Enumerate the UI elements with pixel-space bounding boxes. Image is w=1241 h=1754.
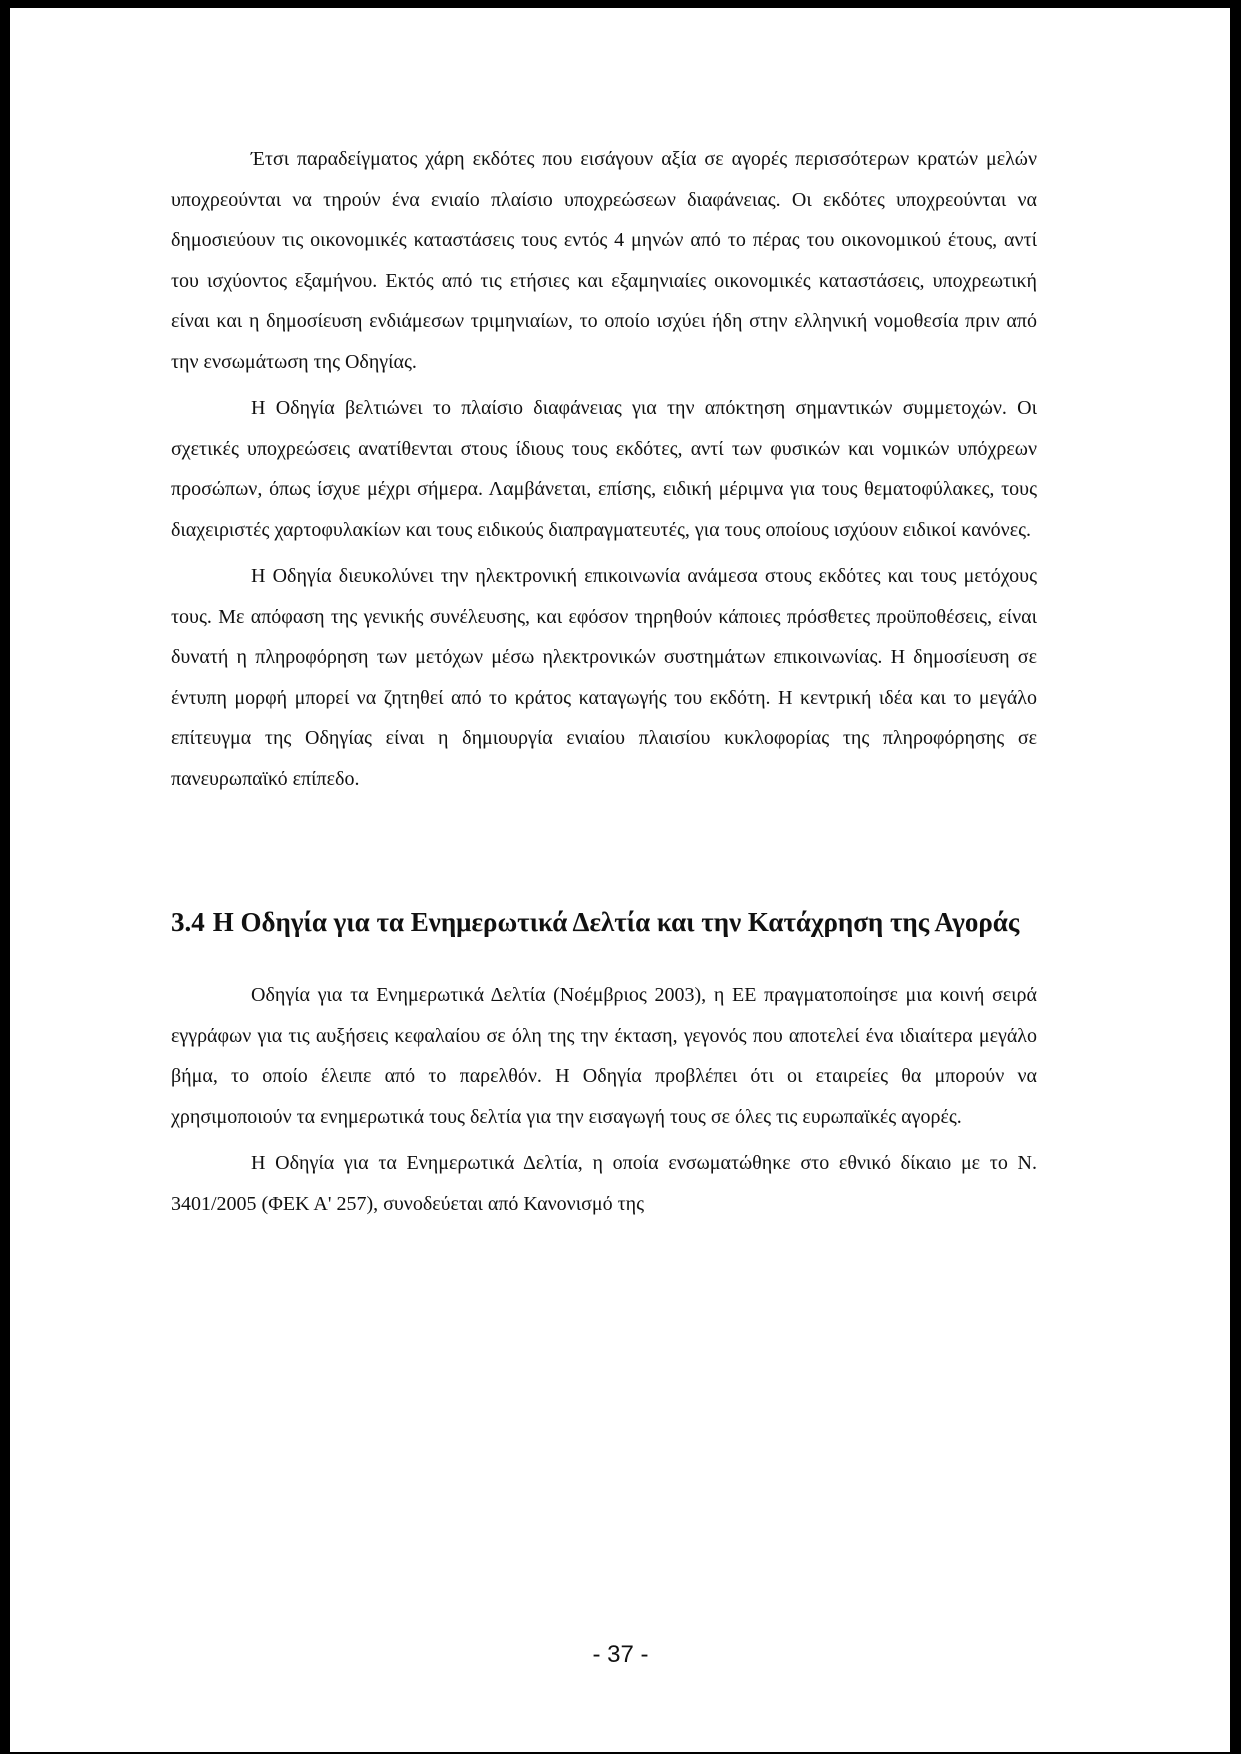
paragraph-transparency-obligations: Έτσι παραδείγματος χάρη εκδότες που εισάγουν αξία σε αγορές περισσότερων κρατών μελών υποχρεούνται να τηρούν ένα ενιαίο πλαίσιο υποχρεώσεων διαφάνειας. Οι εκδότες υποχρεούνται να δημοσιεύουν τις οικονομικές καταστάσεις τους εντός 4 μηνών από το πέρας του οικονομικού έτους, αντί του ισχύοντος εξαμήνου. Εκτός από τις ετήσιες και εξαμηνιαίες οικονομικές καταστάσεις, υποχρεωτική είναι και η δημοσίευση ενδιάμεσων τριμηνιαίων, το οποίο ισχύει ήδη στην ελληνική νομοθεσία πριν από την ενσωμάτωση της Οδηγίας.	[171, 148, 1037, 373]
page-number: - 37 -	[592, 1641, 649, 1668]
document-body	[171, 139, 1037, 1224]
section-number: 3.4	[171, 907, 205, 937]
paragraph-electronic-communication: Η Οδηγία διευκολύνει την ηλεκτρονική επικοινωνία ανάμεσα στους εκδότες και τους μετόχους τους. Με απόφαση της γενικής συνέλευσης, και εφόσον τηρηθούν κάποιες πρόσθετες προϋποθέσεις, είναι δυνατή η πληροφόρηση των μετόχων μέσω ηλεκτρονικών συστημάτων επικοινωνίας. Η δημοσίευση σε έντυπη μορφή μπορεί να ζητηθεί από το κράτος καταγωγής του εκδότη. Η κεντρική ιδέα και το μεγάλο επίτευγμα της Οδηγίας είναι η δημιουργία ενιαίου πλαισίου κυκλοφορίας της πληροφόρησης σε πανευρωπαϊκό επίπεδο.	[171, 565, 1037, 790]
section-3-4	[171, 903, 1037, 1224]
paragraph-major-holdings: Η Οδηγία βελτιώνει το πλαίσιο διαφάνειας για την απόκτηση σημαντικών συμμετοχών. Οι σχετικές υποχρεώσεις ανατίθενται στους ίδιους τους εκδότες, αντί των φυσικών και νομικών υπόχρεων προσώπων, όπως ίσχυε μέχρι σήμερα. Λαμβάνεται, επίσης, ειδική μέριμνα για τους θεματοφύλακες, τους διαχειριστές χαρτοφυλακίων και τους ειδικούς διαπραγματευτές, για τους οποίους ισχύουν ειδικοί κανόνες.	[171, 397, 1037, 541]
section-heading	[171, 903, 1037, 941]
paragraph-prospectus-directive: Οδηγία για τα Ενημερωτικά Δελτία (Νοέμβριος 2003), η ΕΕ πραγματοποίησε μια κοινή σειρά εγγράφων για τις αυξήσεις κεφαλαίου σε όλη της την έκταση, γεγονός που αποτελεί ένα ιδιαίτερα μεγάλο βήμα, το οποίο έλειπε από το παρελθόν. Η Οδηγία προβλέπει ότι οι εταιρείες θα μπορούν να χρησιμοποιούν τα ενημερωτικά τους δελτία για την εισαγωγή τους σε όλες τις ευρωπαϊκές αγορές.	[171, 984, 1037, 1128]
section-title: Η Οδηγία για τα Ενημερωτικά Δελτία και την Κατάχρηση της Αγοράς	[212, 907, 1020, 937]
paragraph-national-law: Η Οδηγία για τα Ενημερωτικά Δελτία, η οποία ενσωματώθηκε στο εθνικό δίκαιο με το Ν. 3401/2005 (ΦΕΚ Α' 257), συνοδεύεται από Κανονισμό της	[171, 1152, 1037, 1215]
